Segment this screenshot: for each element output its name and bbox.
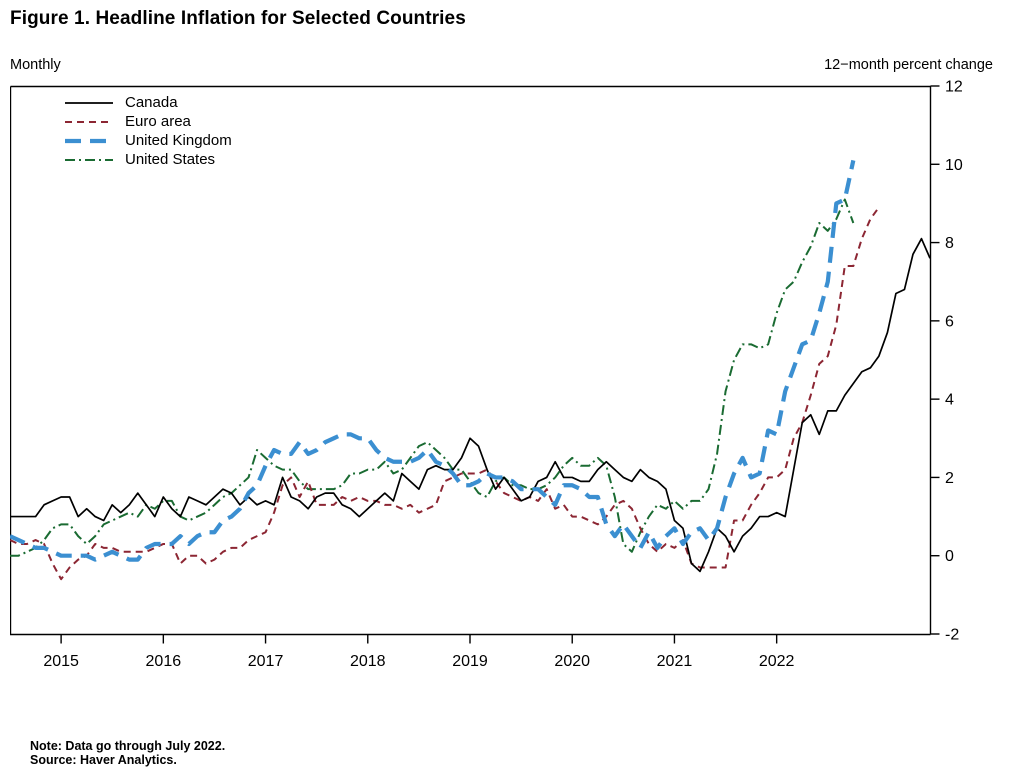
legend-item xyxy=(65,93,325,112)
data-series-line xyxy=(10,160,853,559)
y-axis-tick-label: 0 xyxy=(945,548,954,566)
x-axis-tick-label: 2017 xyxy=(247,653,284,670)
x-axis-tick-label: 2015 xyxy=(43,653,79,670)
legend-swatch-icon xyxy=(65,134,113,148)
y-axis-tick-label: 2 xyxy=(945,469,954,487)
legend-item-label: United States xyxy=(125,151,216,168)
y-axis-tick-label: 4 xyxy=(945,391,954,409)
data-series-line xyxy=(10,239,930,572)
chart-plot-area xyxy=(10,80,993,700)
data-series-line xyxy=(10,207,879,579)
units-label: 12−month percent change xyxy=(824,57,993,73)
data-series-line xyxy=(10,200,853,556)
line-chart-svg xyxy=(10,80,993,700)
legend-item-label: Euro area xyxy=(125,113,191,130)
y-axis-tick-label: 8 xyxy=(945,235,954,253)
x-axis-tick-label: 2020 xyxy=(554,653,591,670)
y-axis-tick-label: 12 xyxy=(945,80,963,96)
frequency-label: Monthly xyxy=(10,57,61,73)
legend-item-label: Canada xyxy=(125,94,178,111)
note-line: Note: Data go through July 2022. xyxy=(30,739,226,753)
legend-item xyxy=(65,150,325,169)
x-axis-tick-label: 2016 xyxy=(145,653,182,670)
legend-swatch-icon xyxy=(65,153,113,167)
x-axis-tick-label: 2021 xyxy=(656,653,693,670)
legend-item-label: United Kingdom xyxy=(125,132,232,149)
page-title: Figure 1. Headline Inflation for Selected Countries xyxy=(10,8,466,29)
x-axis-tick-label: 2018 xyxy=(349,653,386,670)
source-line: Source: Haver Analytics. xyxy=(30,753,177,767)
legend-item xyxy=(65,112,325,131)
legend-swatch-icon xyxy=(65,115,113,129)
x-axis-tick-label: 2022 xyxy=(758,653,795,670)
y-axis-tick-label: -2 xyxy=(945,626,960,644)
legend-item xyxy=(65,131,325,150)
y-axis-tick-label: 10 xyxy=(945,156,963,174)
legend-swatch-icon xyxy=(65,96,113,110)
y-axis-tick-label: 6 xyxy=(945,313,954,331)
figure-notes xyxy=(30,739,225,767)
x-axis-tick-label: 2019 xyxy=(452,653,488,670)
chart-legend xyxy=(65,93,325,169)
